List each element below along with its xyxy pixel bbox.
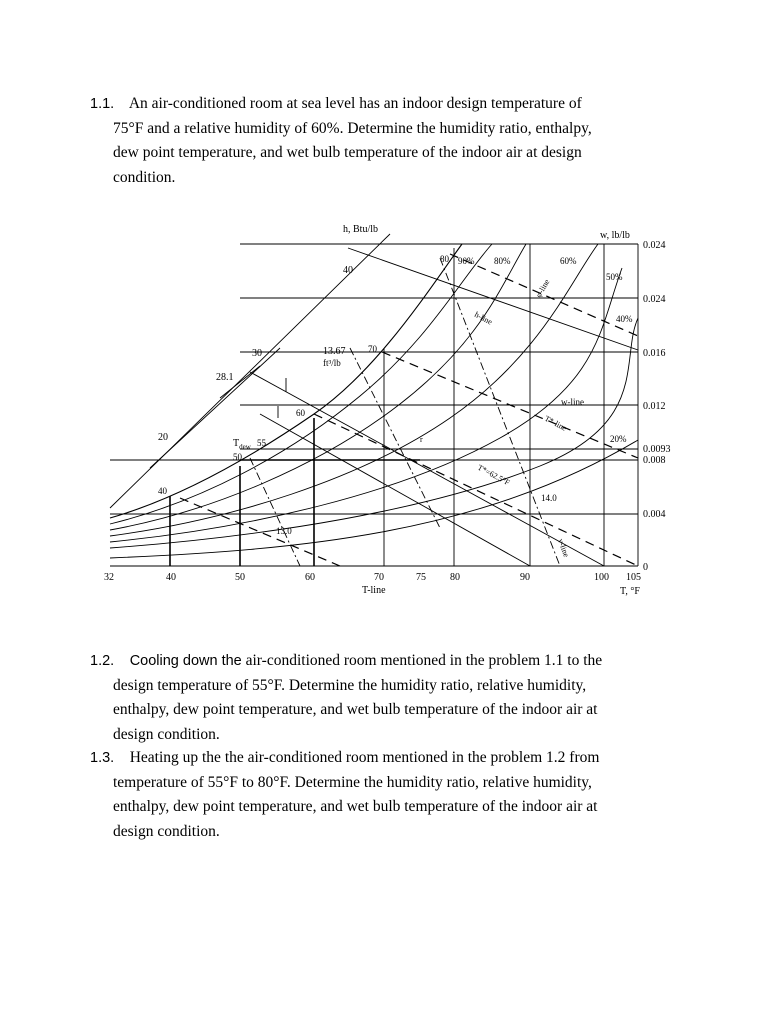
phi-line-label: φ-line bbox=[533, 277, 552, 299]
problem-text-line: 75°F and a relative humidity of 60%. Determine the humidity ratio, enthalpy, bbox=[113, 119, 592, 137]
problem-number: 1.1. bbox=[90, 96, 115, 112]
problem-text-line: design temperature of 55°F. Determine the humidity ratio, relative humidity, bbox=[113, 676, 587, 694]
x-tick-label: 75 bbox=[416, 572, 426, 583]
problem-text-line: design condition. bbox=[113, 725, 220, 743]
wet-bulb-tick-label: 80 bbox=[440, 254, 449, 264]
state-point-label: r bbox=[420, 435, 423, 444]
relative-humidity-curve bbox=[110, 244, 492, 524]
wet-bulb-tick-label: 60 bbox=[296, 408, 305, 418]
specific-volume-label: 13.67 bbox=[323, 346, 346, 357]
w-tick-label: 0.024 bbox=[643, 294, 666, 305]
wet-bulb-tick-label: 55 bbox=[257, 438, 266, 448]
twb-value-label: T*=62.5°F bbox=[476, 462, 512, 488]
problem-lead-text: Cooling down the bbox=[129, 653, 242, 669]
problem-text-line: temperature of 55°F to 80°F. Determine the humidity ratio, relative humidity, bbox=[113, 773, 592, 791]
rh-label: 90% bbox=[458, 256, 475, 266]
relative-humidity-curve bbox=[110, 244, 598, 536]
x-tick-label: 40 bbox=[166, 572, 176, 583]
x-tick-label: 32 bbox=[104, 572, 114, 583]
problem-text-line: design condition. bbox=[113, 822, 220, 840]
w-tick-label: 0.008 bbox=[643, 455, 666, 466]
humidity-axis-label: w, lb/lb bbox=[600, 230, 630, 241]
problem-text-line: An air-conditioned room at sea level has an indoor design temperature of bbox=[128, 95, 582, 112]
v-line-label: v-line bbox=[556, 537, 571, 559]
t-line-label: T-line bbox=[362, 585, 386, 596]
wet-bulb-tick-label: 50 bbox=[233, 452, 242, 462]
problem-text-line: enthalpy, dew point temperature, and wet bulb temperature of the indoor air at bbox=[113, 798, 598, 815]
dew-point-label: $T_{dew}$ bbox=[233, 438, 251, 451]
problem-text-line: condition. bbox=[113, 168, 176, 186]
w-line-label: w-line bbox=[561, 397, 584, 407]
psychrometric-chart bbox=[100, 218, 680, 598]
rh-label: 60% bbox=[560, 256, 577, 266]
w-tick-label: 0.0093 bbox=[643, 444, 671, 455]
specific-volume-label: 13.0 bbox=[276, 526, 292, 536]
x-axis-label: T, °F bbox=[620, 586, 640, 597]
problem-1-2 bbox=[90, 649, 690, 747]
specific-volume-line bbox=[350, 348, 440, 528]
rh-label: 40% bbox=[616, 314, 633, 324]
w-tick-label: 0.004 bbox=[643, 509, 666, 520]
enthalpy-axis-label: h, Btu/lb bbox=[343, 224, 379, 235]
enthalpy-tick-label: 28.1 bbox=[216, 372, 234, 383]
problem-1-1 bbox=[90, 92, 690, 190]
dashed-wet-bulb-line bbox=[314, 414, 638, 566]
problem-text-line: air-conditioned room mentioned in the problem 1.1 to the bbox=[241, 652, 603, 669]
wet-bulb-tick-label: 70 bbox=[368, 344, 377, 354]
problem-text-line: dew point temperature, and wet bulb temperature of the indoor air at design bbox=[113, 144, 582, 161]
enthalpy-tick-label: 20 bbox=[158, 432, 168, 443]
wet-bulb-tick-label: 40 bbox=[158, 486, 167, 496]
rh-label: 20% bbox=[610, 434, 627, 444]
x-tick-label: 100 bbox=[594, 572, 609, 583]
x-tick-label: 105 bbox=[626, 572, 641, 583]
rh-label: 50% bbox=[606, 272, 623, 282]
x-tick-label: 50 bbox=[235, 572, 245, 583]
w-tick-label: 0.024 bbox=[643, 240, 666, 251]
enthalpy-tick-label: 30 bbox=[252, 348, 262, 359]
relative-humidity-curve bbox=[110, 244, 526, 530]
x-tick-label: 70 bbox=[374, 572, 384, 583]
problem-text-line: enthalpy, dew point temperature, and wet bulb temperature of the indoor air at bbox=[113, 701, 598, 718]
w-tick-label: 0 bbox=[643, 562, 648, 573]
wet-bulb-line bbox=[348, 248, 638, 350]
enthalpy-tick-label: 40 bbox=[343, 265, 353, 276]
problem-number: 1.2. bbox=[90, 653, 115, 669]
x-tick-label: 90 bbox=[520, 572, 530, 583]
rh-label: 80% bbox=[494, 256, 511, 266]
problem-text-line: Heating up the the air-conditioned room mentioned in the problem 1.2 from bbox=[129, 749, 600, 766]
w-tick-label: 0.012 bbox=[643, 401, 666, 412]
enthalpy-line bbox=[150, 348, 280, 468]
chart-line-group bbox=[110, 234, 638, 566]
problem-1-3 bbox=[90, 746, 690, 844]
wet-bulb-line bbox=[260, 414, 530, 566]
problem-number: 1.3. bbox=[90, 750, 115, 766]
w-tick-label: 0.016 bbox=[643, 348, 666, 359]
specific-volume-label: 14.0 bbox=[541, 493, 557, 503]
x-tick-label: 80 bbox=[450, 572, 460, 583]
twb-line-label: T*-line bbox=[543, 413, 569, 433]
wet-bulb-line bbox=[250, 372, 604, 566]
specific-volume-unit: ft³/lb bbox=[323, 358, 341, 368]
x-tick-label: 60 bbox=[305, 572, 315, 583]
h-line-label: h-line bbox=[473, 309, 494, 327]
